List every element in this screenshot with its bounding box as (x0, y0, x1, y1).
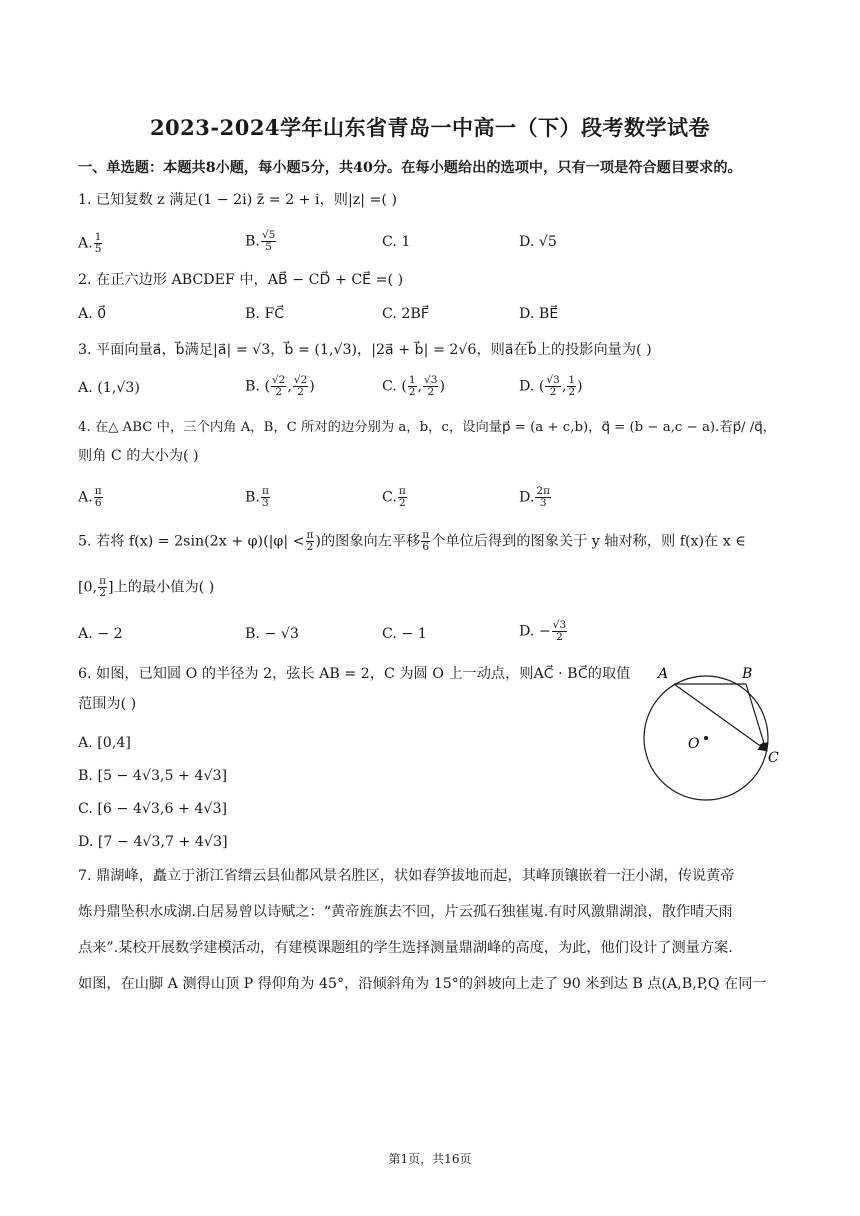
q3-option-a: A. (1,√3) (78, 380, 140, 396)
question-6-stem-line-1: 6. 如图，已知圆 O 的半径为 2，弦长 AB = 2，C 为圆 O 上一动点，则AC⃗ · BC⃗的取值 (78, 666, 631, 682)
q5-option-c: C. − 1 (382, 626, 427, 642)
q4-option-b: B. $\frac{\pi}{3}$ (245, 485, 269, 509)
q3-option-c: C. ( $\frac{1}{2}$ , $\frac{√3}{2}$ ) (382, 374, 446, 398)
q5-option-d: D. − $\frac{√3}{2}$ (519, 619, 567, 643)
q2-option-a: A. 0⃗ (78, 306, 107, 322)
q4-option-c: C. $\frac{\pi}{2}$ (382, 485, 406, 509)
q5-option-b: B. − √3 (245, 626, 299, 642)
exam-title: 2023-2024学年山东省青岛一中高一（下）段考数学试卷 (149, 115, 711, 140)
circle-diagram (640, 660, 790, 820)
q1-option-a: A. $\frac{1}{5}$ (78, 231, 102, 255)
q6-option-d: D. [7 − 4√3,7 + 4√3] (78, 834, 228, 850)
center-o-dot (704, 736, 708, 740)
q6-option-a: A. [0,4] (78, 735, 131, 751)
question-7-line-2: 炼丹鼎坠积水成湖.白居易曾以诗赋之：“黄帝旌旗去不回，片云孤石独崔嵬.有时风激鼎湖浪，散作晴天雨 (78, 904, 733, 920)
section-heading: 一、单选题：本题共8小题，每小题5分，共40分。在每小题给出的选项中，只有一项是符合题目要求的。 (78, 160, 742, 176)
question-5-stem-line-1: 5. 若将 f(x) = 2sin(2x + φ)(|φ| < $\frac{\pi}{2}$ )的图象向左平移 $\frac{\pi}{6}$ 个单位后得到的图象关于 y 轴对称，则 f(x)在 x ∈ (78, 529, 746, 553)
q2-option-b: B. FC⃗ (245, 306, 285, 322)
q5-option-a: A. − 2 (78, 626, 123, 642)
q1-option-d: D. √5 (519, 234, 557, 250)
label-b: B (742, 666, 753, 682)
q4-option-a: A. $\frac{\pi}{6}$ (78, 485, 102, 509)
question-1-stem: 1. 已知复数 z 满足(1 − 2i) z̄ = 2 + i，则|z| =( ) (78, 192, 397, 208)
q2-option-c: C. 2BF⃗ (382, 306, 429, 322)
q1-option-b: B. $\frac{√5}{5}$ (245, 229, 276, 253)
question-6-stem-line-2: 范围为( ) (78, 696, 137, 712)
q6-option-c: C. [6 − 4√3,6 + 4√3] (78, 801, 228, 817)
q4-option-d: D. $\frac{2\pi}{3}$ (519, 485, 550, 509)
q6-option-b: B. [5 − 4√3,5 + 4√3] (78, 768, 228, 784)
question-7-line-4: 如图，在山脚 A 测得山顶 P 得仰角为 45°，沿倾斜角为 15°的斜坡向上走了 90 米到达 B 点(A,B,P,Q 在同一 (78, 976, 767, 992)
page-footer: 第1页，共16页 (388, 1152, 472, 1166)
label-o: O (688, 736, 700, 752)
question-7-line-3: 点来”.某校开展数学建模活动，有建模课题组的学生选择测量鼎湖峰的高度，为此，他们设计了测量方案. (78, 940, 733, 956)
q3-option-d: D. ( $\frac{√3}{2}$ , $\frac{1}{2}$ ) (519, 374, 583, 398)
q2-option-d: D. BE⃗ (519, 306, 559, 322)
vector-bc (746, 684, 766, 750)
label-a: A (658, 666, 669, 682)
question-5-stem-line-2: [0, $\frac{\pi}{2}$ ]上的最小值为( ) (78, 575, 215, 599)
question-4-stem-line-1: 4. 在△ ABC 中，三个内角 A，B，C 所对的边分别为 a，b，c，设向量p⃗ = (a + c,b)，q⃗ = (b − a,c − a).若p⃗/ /q⃗， (78, 420, 776, 435)
question-3-stem: 3. 平面向量a⃗，b⃗满足|a⃗| = √3，b⃗ = (1,√3)，|2a⃗ + b⃗| = 2√6，则a⃗在b⃗上的投影向量为( ) (78, 342, 652, 358)
question-7-line-1: 7. 鼎湖峰，矗立于浙江省缙云县仙都风景名胜区，状如春笋拔地而起，其峰顶镶嵌着一汪小湖，传说黄帝 (78, 868, 735, 884)
question-4-stem-line-2: 则角 C 的大小为( ) (78, 448, 199, 464)
q1-option-c: C. 1 (382, 234, 411, 250)
label-c: C (768, 750, 779, 766)
question-2-stem: 2. 在正六边形 ABCDEF 中，AB⃗ − CD⃗ + CE⃗ =( ) (78, 272, 404, 288)
q3-option-b: B. ( $\frac{√2}{2}$ , $\frac{√2}{2}$ ) (245, 374, 315, 398)
